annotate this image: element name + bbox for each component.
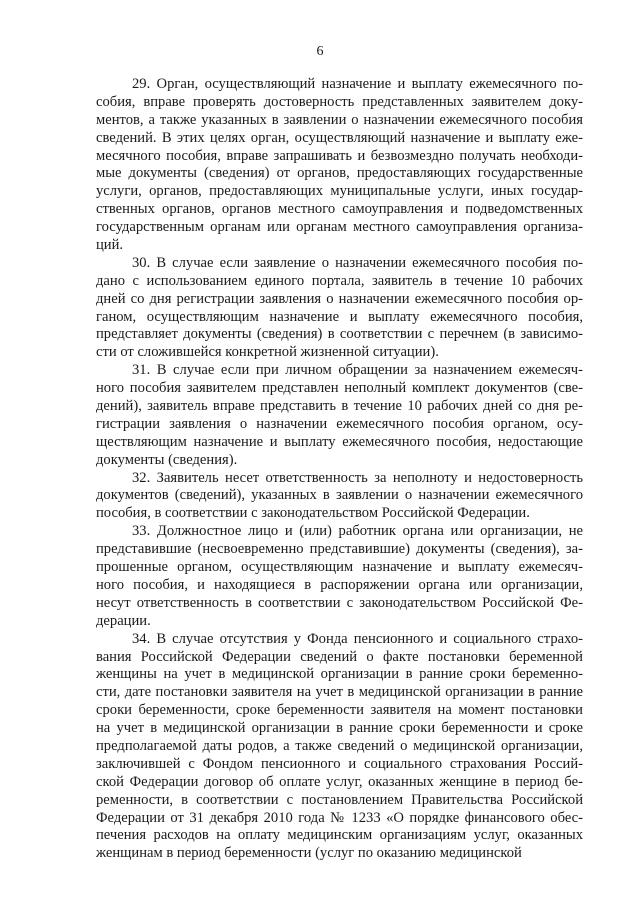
- paragraph-line: сведений. В этих целях орган, осуществляющий назначение и выплату еже-: [96, 129, 583, 146]
- paragraph-line: сроки беременности, сроке беременности заявителя на момент постановки: [96, 702, 583, 719]
- paragraph-line: печения расходов на оплату медицинским организациям услуг, оказанных: [96, 827, 583, 844]
- paragraph-line: месячного пособия, вправе запрашивать и безвозмездно получать необходи-: [96, 147, 583, 164]
- paragraph-line: ременности, в соответствии с постановлением Правительства Российской: [96, 791, 583, 808]
- paragraph-line: собия, вправе проверять достоверность представленных заявителем доку-: [96, 93, 583, 110]
- paragraph-line: пособия, в соответствии с законодательством Российской Федерации.: [96, 505, 530, 522]
- paragraph-line: предполагаемой даты родов, а также сведений о медицинской организации,: [96, 737, 583, 754]
- paragraph-line: государственным органам или органам местного самоуправления организа-: [96, 219, 583, 236]
- paragraph-line: 31. В случае если при личном обращении за назначением ежемесяч-: [132, 362, 583, 379]
- paragraph-line: дерации.: [96, 612, 151, 629]
- paragraph-line: дений), заявитель вправе представить в течение 10 рабочих дней со дня ре-: [96, 398, 583, 415]
- paragraph-line: ганом, осуществляющим назначение и выплату ежемесячного пособия,: [96, 308, 583, 325]
- paragraph-line: 34. В случае отсутствия у Фонда пенсионного и социального страхо-: [132, 630, 583, 647]
- paragraph-line: 33. Должностное лицо и (или) работник органа или организации, не: [132, 523, 583, 540]
- paragraph-line: ного пособия, и находящиеся в распоряжении органа или организации,: [96, 576, 583, 593]
- paragraph-line: представляет документы (сведения) в соответствии с перечнем (в зависимо-: [96, 326, 583, 343]
- paragraph-line: ской Федерации договор об оплате услуг, оказанных женщине в период бе-: [96, 773, 583, 790]
- paragraph-line: 29. Орган, осуществляющий назначение и выплату ежемесячного по-: [132, 76, 583, 92]
- paragraph-p34: [96, 631, 583, 864]
- paragraph-line: гистрации заявления о назначении ежемесячного пособия органом, осу-: [96, 415, 583, 432]
- paragraph-line: ного пособия заявителем представлен неполный комплект документов (све-: [96, 380, 583, 397]
- paragraph-p30: [96, 255, 583, 362]
- paragraph-line: несут ответственность в соответствии с законодательством Российской Фе-: [96, 594, 583, 611]
- paragraph-line: на учет в медицинской организации в ранние сроки беременности и сроке: [96, 720, 583, 737]
- paragraph-p29: [96, 76, 583, 255]
- paragraph-line: 30. В случае если заявление о назначении ежемесячного пособия по-: [132, 254, 583, 271]
- document-body: [96, 76, 583, 863]
- paragraph-line: ственных органов, органов местного самоуправления и подведомственных: [96, 201, 583, 218]
- paragraph-line: женщины на учет в медицинской организации в ранние сроки беременно-: [96, 666, 583, 683]
- paragraph-line: вания Российской Федерации сведений о факте постановки беременной: [96, 648, 583, 665]
- paragraph-line: мые документы (сведения) от органов, предоставляющих государственные: [96, 165, 583, 182]
- paragraph-p32: [96, 470, 583, 524]
- paragraph-line: дано с использованием единого портала, заявитель в течение 10 рабочих: [96, 272, 583, 289]
- paragraph-line: женщинам в период беременности (услуг по оказанию медицинской: [96, 845, 522, 862]
- paragraph-line: ментов, а также указанных в заявлении о назначении ежемесячного пособия: [96, 111, 583, 128]
- paragraph-line: услуги, органов, предоставляющих муниципальные услуги, иных государ-: [96, 183, 583, 200]
- paragraph-line: документов (сведений), указанных в заявлении о назначении ежемесячного: [96, 487, 583, 504]
- paragraph-line: Федерации от 31 декабря 2010 года № 1233 «О порядке финансового обес-: [96, 809, 583, 826]
- paragraph-line: сти, дате постановки заявителя на учет в медицинской организации в ранние: [96, 684, 583, 701]
- paragraph-line: документы (сведения).: [96, 451, 238, 468]
- paragraph-line: 32. Заявитель несет ответственность за неполноту и недостоверность: [132, 469, 583, 486]
- paragraph-line: дней со дня регистрации заявления о назначении ежемесячного пособия ор-: [96, 290, 583, 307]
- paragraph-line: представившие (несвоевременно представившие) документы (сведения), за-: [96, 541, 583, 558]
- paragraph-p31: [96, 362, 583, 469]
- paragraph-line: сти от сложившейся конкретной жизненной ситуации).: [96, 344, 439, 361]
- paragraph-p33: [96, 523, 583, 630]
- page-number: 6: [316, 44, 324, 59]
- paragraph-line: ций.: [96, 237, 124, 254]
- paragraph-line: прошенные органом, осуществляющим назначение и выплату ежемесяч-: [96, 559, 583, 576]
- paragraph-line: заключившей с Фондом пенсионного и социального страхования Россий-: [96, 755, 583, 772]
- paragraph-line: ществляющим назначение и выплату ежемесячного пособия, недостающие: [96, 433, 583, 450]
